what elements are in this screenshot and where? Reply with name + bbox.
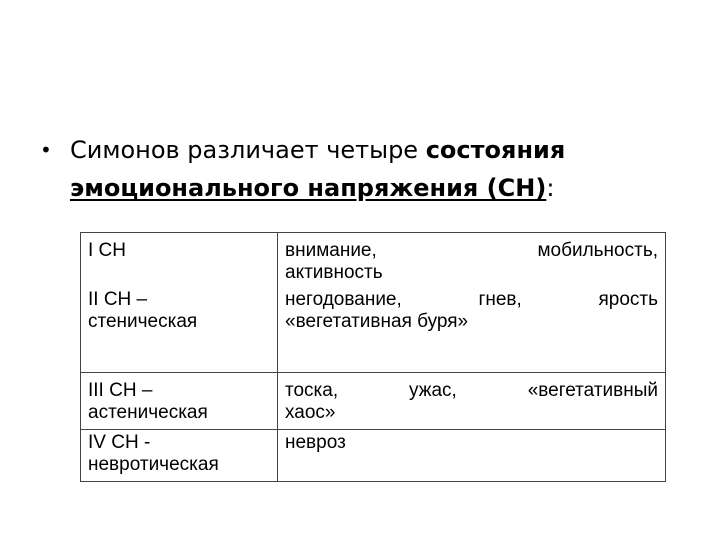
description-line: невроз — [285, 432, 346, 453]
description-cell — [278, 430, 666, 482]
bullet-text — [70, 131, 680, 207]
state-cell — [81, 373, 278, 430]
state-cell — [81, 233, 278, 290]
table-row — [81, 233, 666, 290]
description-line: «вегетативная буря» — [285, 311, 469, 332]
description-line: внимание, мобильность, — [285, 240, 658, 261]
table-row — [81, 289, 666, 373]
state-label: III СН – — [88, 380, 153, 401]
description-line: хаос» — [285, 402, 336, 423]
description-cell — [278, 289, 666, 373]
state-cell — [81, 430, 278, 482]
table-row — [81, 373, 666, 430]
description-line: активность — [285, 262, 383, 283]
bullet-text-bold-2: эмоционального напряжения (СН) — [70, 174, 547, 202]
state-label: стеническая — [88, 311, 198, 332]
description-cell — [278, 233, 666, 290]
state-label: астеническая — [88, 402, 208, 423]
states-table — [80, 232, 666, 482]
bullet-text-end: : — [546, 174, 555, 202]
description-line: негодование, гнев, ярость — [285, 289, 658, 310]
description-line: тоска, ужас, «вегетативный — [285, 380, 658, 401]
state-label: II СН – — [88, 289, 148, 310]
state-label: I СН — [88, 240, 126, 261]
bullet-text-plain: Симонов различает четыре — [70, 136, 426, 164]
table-row — [81, 430, 666, 482]
state-cell — [81, 289, 278, 373]
state-label: невротическая — [88, 454, 219, 475]
description-cell — [278, 373, 666, 430]
state-label: IV СН - — [88, 432, 151, 453]
bullet-marker: • — [40, 138, 52, 162]
bullet-text-bold-1: состояния — [425, 136, 566, 164]
